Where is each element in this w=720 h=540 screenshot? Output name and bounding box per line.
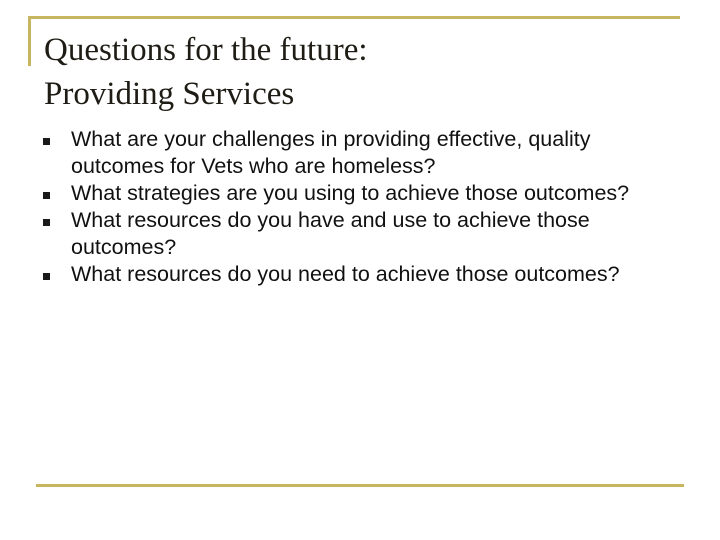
slide-title — [44, 28, 664, 116]
bullet-list — [43, 126, 663, 288]
square-bullet-icon — [43, 138, 50, 145]
square-bullet-icon — [43, 273, 50, 280]
title-line-2: Providing Services — [44, 76, 295, 112]
bottom-rule-line — [36, 484, 684, 487]
bullet-item-resources-have — [43, 207, 663, 261]
title-line-1: Questions for the future: — [44, 32, 368, 68]
bullet-text: What are your challenges in providing effective, quality outcomes for Vets who are homeless? — [71, 127, 591, 178]
bullet-text: What resources do you have and use to achieve those outcomes? — [71, 208, 590, 259]
square-bullet-icon — [43, 219, 50, 226]
top-rule-line — [28, 16, 680, 19]
left-rule-line — [28, 16, 31, 66]
bullet-text: What strategies are you using to achieve those outcomes? — [71, 181, 630, 205]
bullet-item-strategies — [43, 180, 663, 207]
square-bullet-icon — [43, 192, 50, 199]
bullet-item-resources-need — [43, 261, 663, 288]
bullet-text: What resources do you need to achieve those outcomes? — [71, 262, 620, 286]
bullet-item-challenges — [43, 126, 663, 180]
